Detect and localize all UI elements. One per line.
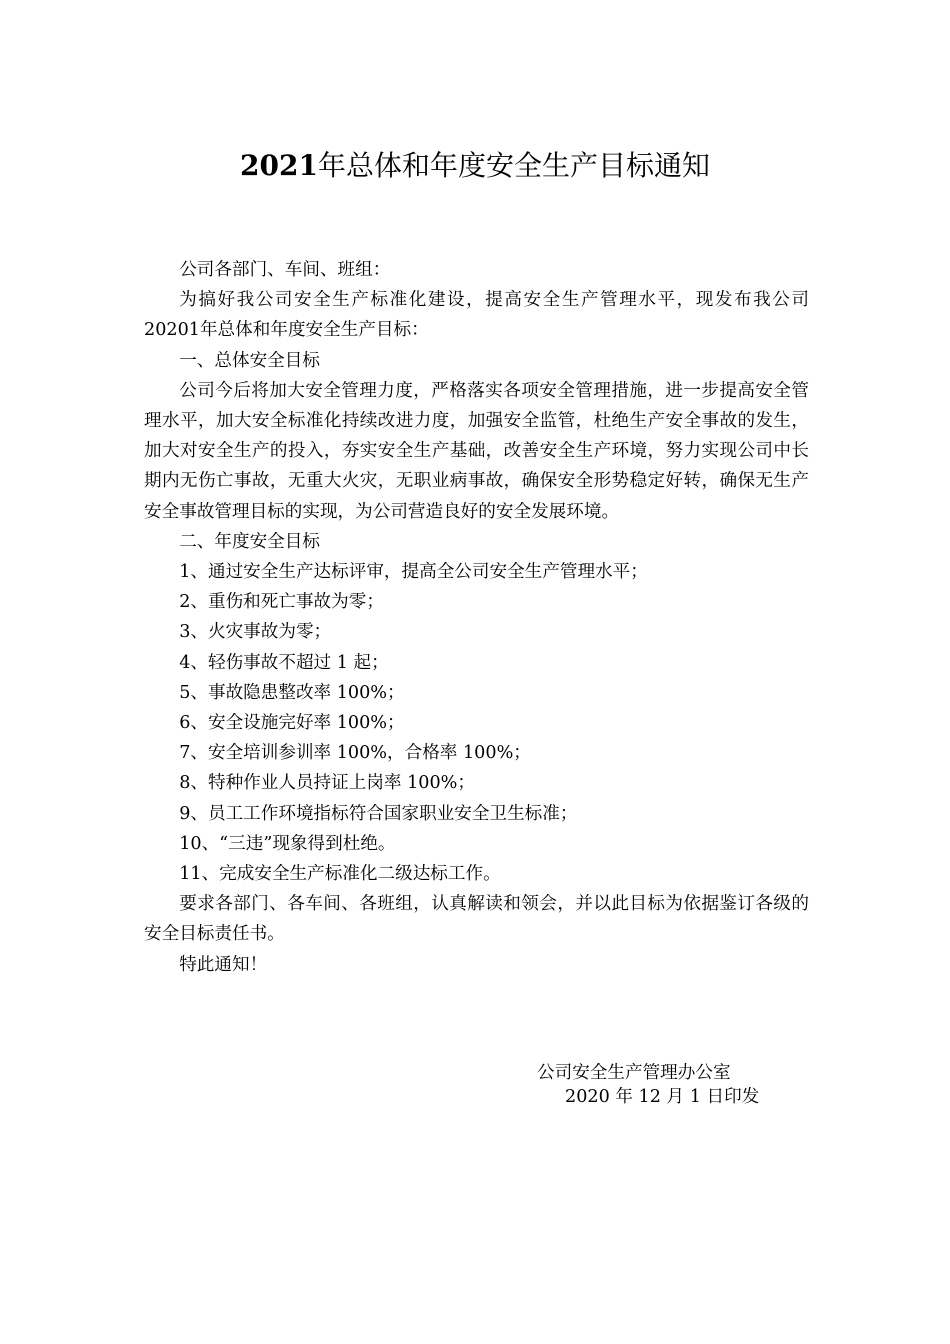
requirement-paragraph: 要求各部门、各车间、各班组，认真解读和领会，并以此目标为依据鉴订各级的安全目标责任书。 (144, 894, 809, 945)
issue-date: 2020 年 12 月 1 日印发 (565, 1087, 760, 1107)
intro-paragraph: 为搞好我公司安全生产标准化建设，提高安全生产管理水平，现发布我公司20201年总体和年度安全生产目标： (144, 290, 809, 341)
goal-item: 1、通过安全生产达标评审，提高全公司安全生产管理水平； (179, 562, 648, 583)
document-title (0, 146, 950, 186)
goal-item: 4、轻伤事故不超过 1 起； (179, 652, 389, 673)
goal-item: 6、安全设施完好率 100%； (179, 713, 405, 734)
signature-block (537, 1061, 759, 1109)
section1-body: 公司今后将加大安全管理力度，严格落实各项安全管理措施，进一步提高安全管理水平，加大安全标准化持续改进力度，加强安全监管，杜绝生产安全事故的发生，加大对安全生产的投入，夯实安全生产基础，改善安全生产环境，努力实现公司中长期内无伤亡事故，无重大火灾，无职业病事故，确保安全形势稳定好转，确保无生产安全事故管理目标的实现，为公司营造良好的安全发展环境。 (144, 380, 809, 522)
goal-item: 11、完成安全生产标准化二级达标工作。 (179, 864, 501, 885)
goal-item: 3、火灾事故为零； (179, 622, 332, 643)
goal-item: 10、“三违”现象得到杜绝。 (179, 833, 396, 854)
goal-item: 5、事故隐患整改率 100%； (179, 682, 405, 703)
goal-item: 2、重伤和死亡事故为零； (179, 592, 384, 613)
section2-heading: 二、年度安全目标 (179, 531, 320, 552)
salutation: 公司各部门、车间、班组： (179, 260, 391, 280)
section1-heading: 一、总体安全目标 (179, 350, 320, 371)
goal-item: 7、安全培训参训率 100%，合格率 100%； (179, 743, 531, 764)
issuer-name: 公司安全生产管理办公室 (537, 1063, 731, 1083)
goal-item: 8、特种作业人员持证上岗率 100%； (179, 773, 475, 794)
closing-line: 特此通知！ (179, 954, 268, 975)
title-text: 年总体和年度安全生产目标通知 (317, 149, 710, 182)
title-year: 2021 (240, 149, 318, 182)
document-body (144, 255, 809, 980)
goal-item: 9、员工工作环境指标符合国家职业安全卫生标准； (179, 803, 578, 824)
